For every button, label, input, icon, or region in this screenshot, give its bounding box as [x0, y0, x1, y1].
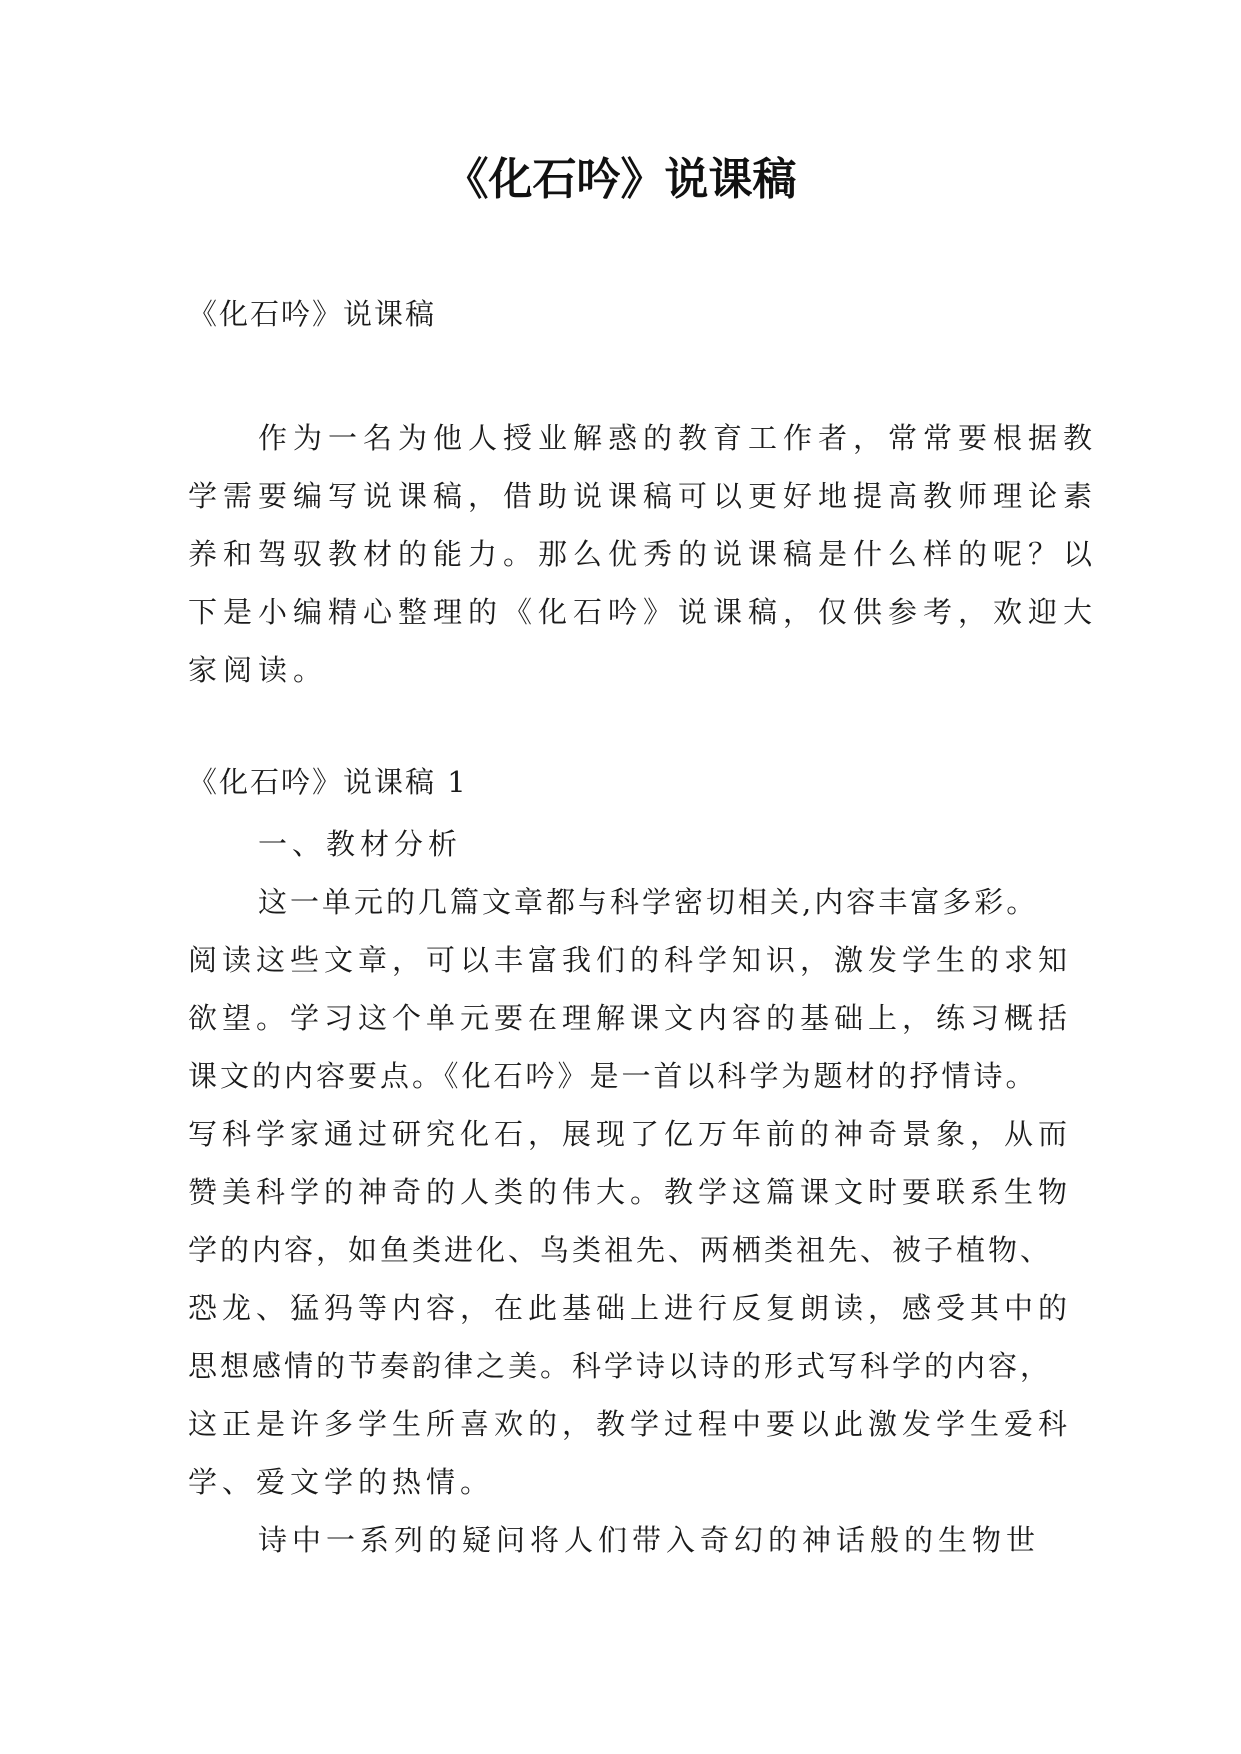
body-line: 恐龙、猛犸等内容，在此基础上进行反复朗读，感受其中的 [188, 1291, 1073, 1325]
body-line: 欲望。学习这个单元要在理解课文内容的基础上，练习概括 [188, 1001, 1073, 1035]
section-heading: 《化石吟》说课稿 1 [188, 765, 468, 799]
section-body [188, 815, 1088, 1569]
body-line: 阅读这些文章，可以丰富我们的科学知识，激发学生的求知 [188, 943, 1073, 977]
intro-line: 养和驾驭教材的能力。那么优秀的说课稿是什么样的呢？以 [188, 537, 1099, 571]
body-line: 这正是许多学生所喜欢的，教学过程中要以此激发学生爱科 [188, 1407, 1073, 1441]
body-line: 这一单元的几篇文章都与科学密切相关,内容丰富多彩。 [258, 885, 1039, 919]
document-title: 《化石吟》说课稿 [444, 154, 797, 205]
intro-line: 家阅读。 [188, 653, 329, 687]
intro-line: 学需要编写说课稿，借助说课稿可以更好地提高教师理论素 [188, 479, 1099, 513]
subsection-heading: 一、教材分析 [258, 827, 463, 861]
body-line: 赞美科学的神奇的人类的伟大。教学这篇课文时要联系生物 [188, 1175, 1073, 1209]
body-line: 学的内容，如鱼类进化、鸟类祖先、两栖类祖先、被子植物、 [188, 1233, 1053, 1267]
document-subtitle: 《化石吟》说课稿 [188, 297, 437, 331]
body-line: 写科学家通过研究化石，展现了亿万年前的神奇景象，从而 [188, 1117, 1073, 1151]
intro-line: 作为一名为他人授业解惑的教育工作者，常常要根据教 [258, 421, 1099, 455]
body-line: 学、爱文学的热情。 [188, 1465, 495, 1499]
body-line: 诗中一系列的疑问将人们带入奇幻的神话般的生物世 [258, 1523, 1041, 1557]
intro-paragraph [188, 409, 1099, 699]
intro-line: 下是小编精心整理的《化石吟》说课稿，仅供参考，欢迎大 [188, 595, 1099, 629]
body-line: 课文的内容要点。《化石吟》是一首以科学为题材的抒情诗。 [188, 1059, 1038, 1093]
body-line: 思想感情的节奏韵律之美。科学诗以诗的形式写科学的内容， [188, 1349, 1053, 1383]
